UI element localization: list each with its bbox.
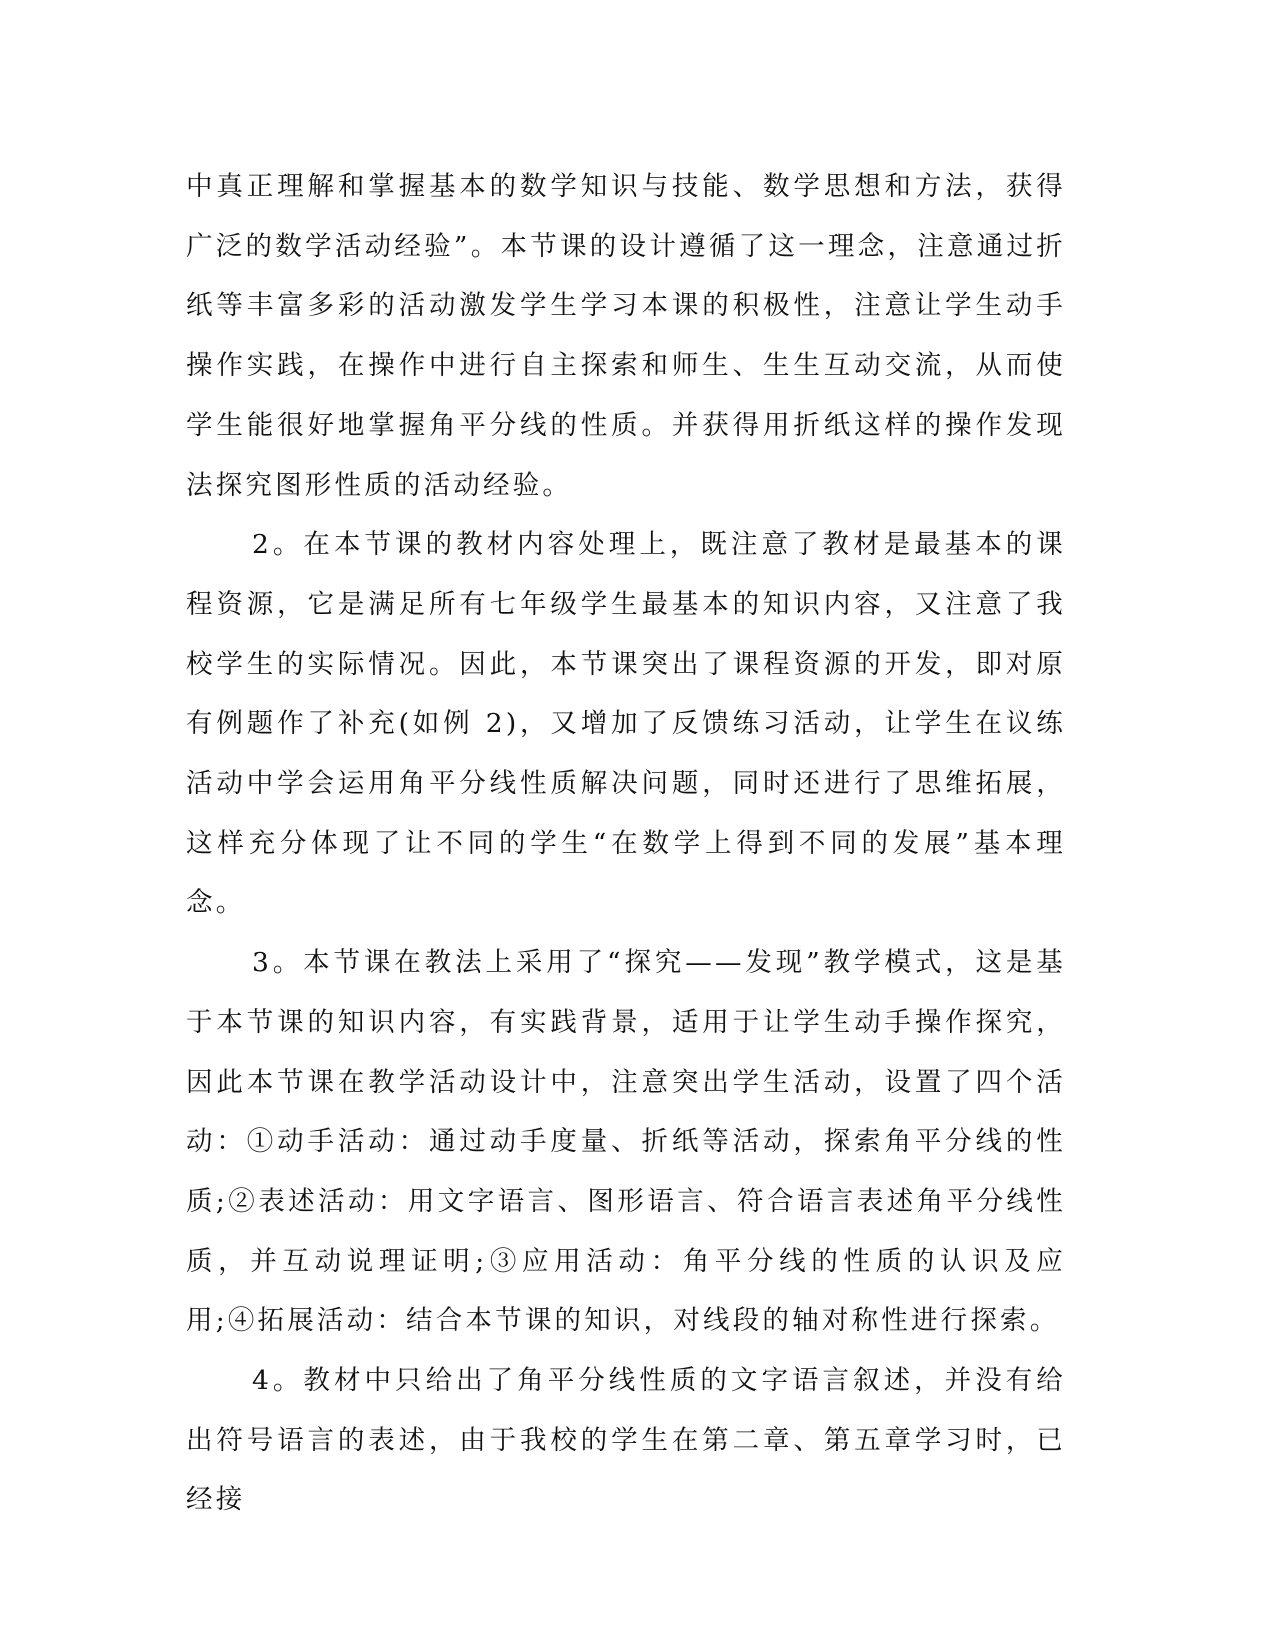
paragraph-point-3: 3。本节课在教法上采用了“探究——发现”教学模式，这是基于本节课的知识内容，有实践背景，适用于让学生动手操作探究，因此本节课在教学活动设计中，注意突出学生活动，设置了四个活动：①动手活动：通过动手度量、折纸等活动，探索角平分线的性质;②表述活动：用文字语言、图形语言、符合语言表述角平分线性质，并互动说理证明;③应用活动：角平分线的性质的认识及应用;④拓展活动：结合本节课的知识，对线段的轴对称性进行探索。: [186, 947, 1066, 1337]
document-body: [186, 157, 1066, 1530]
paragraph-point-2: 2。在本节课的教材内容处理上，既注意了教材是最基本的课程资源，它是满足所有七年级学生最基本的知识内容，又注意了我校学生的实际情况。因此，本节课突出了课程资源的开发，即对原有例题作了补充(如例 2)，又增加了反馈练习活动，让学生在议练活动中学会运用角平分线性质解决问题，同时还进行了思维拓展，这样充分体现了让不同的学生“在数学上得到不同的发展”基本理念。: [186, 529, 1066, 919]
paragraph-continuation: 中真正理解和掌握基本的数学知识与技能、数学思想和方法，获得广泛的数学活动经验”。本节课的设计遵循了这一理念，注意通过折纸等丰富多彩的活动激发学生学习本课的积极性，注意让学生动手操作实践，在操作中进行自主探索和师生、生生互动交流，从而使学生能很好地掌握角平分线的性质。并获得用折纸这样的操作发现法探究图形性质的活动经验。: [186, 171, 1066, 501]
paragraph-point-4: 4。教材中只给出了角平分线性质的文字语言叙述，并没有给出符号语言的表述，由于我校的学生在第二章、第五章学习时，已经接: [186, 1365, 1066, 1516]
